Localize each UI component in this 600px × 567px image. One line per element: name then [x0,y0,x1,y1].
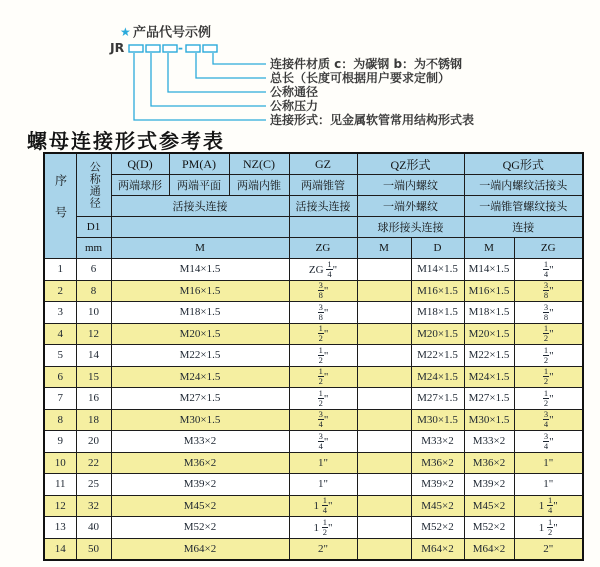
cell-m: M16×1.5 [111,280,289,302]
cell-qg-m: M27×1.5 [464,388,514,410]
external-thread-qz: 一端外螺纹 [357,196,464,217]
group-code-qz: QZ形式 [357,153,464,175]
cell-qz-m [357,323,411,345]
table-row [44,538,583,560]
cell-dn: 10 [76,302,111,324]
group-desc-pma: 两端平面 [169,175,229,196]
code-separator: - [178,41,183,55]
cell-m: M18×1.5 [111,302,289,324]
cell-qz-d: M64×2 [411,538,464,560]
cell-gz-zg: $\frac{3}{8}$ " [289,280,357,302]
cell-gz-zg: $\frac{1}{2}$ " [289,388,357,410]
col-header-seq [44,153,76,259]
cell-seq: 2 [44,280,76,302]
cell-dn: 22 [76,452,111,474]
cell-qg-m: M45×2 [464,495,514,517]
cell-m: M20×1.5 [111,323,289,345]
group-code-pma: PM(A) [169,153,229,175]
group-desc-gz: 两端锥管 [289,175,357,196]
unit-zg-gz: ZG [289,238,357,259]
cell-gz-zg: 1" [289,452,357,474]
cell-qg-m: M52×2 [464,517,514,539]
cell-qg-zg: $\frac{3}{8}$ " [514,280,583,302]
cell-qz-d: M52×2 [411,517,464,539]
label-length: 总长（长度可根据用户要求定制） [270,71,451,85]
unit-zg-qg: ZG [514,238,583,259]
table-row [44,302,583,324]
code-prefix: JR [110,40,125,55]
cell-seq: 11 [44,474,76,496]
cell-qz-d: M14×1.5 [411,259,464,281]
cell-qg-m: M39×2 [464,474,514,496]
table-row [44,431,583,453]
cell-qz-d: M36×2 [411,452,464,474]
cell-qg-m: M30×1.5 [464,409,514,431]
code-box-5 [203,45,217,52]
cell-qg-zg: 1 $\frac{1}{4}$ " [514,495,583,517]
cell-qz-m [357,517,411,539]
label-pressure: 公称压力 [270,99,319,113]
cell-m: M45×2 [111,495,289,517]
cell-gz-zg: $\frac{3}{8}$ " [289,302,357,324]
cell-qz-d: M20×1.5 [411,323,464,345]
cell-qz-d: M45×2 [411,495,464,517]
cell-seq: 13 [44,517,76,539]
cell-dn: 20 [76,431,111,453]
cell-dn: 40 [76,517,111,539]
table-row [44,474,583,496]
cell-qg-zg: $\frac{3}{8}$ " [514,302,583,324]
group-desc-qd: 两端球形 [111,175,169,196]
callout-line-material [213,53,266,64]
empty-cell-gz [289,217,357,238]
d1-header: D1 [76,217,111,238]
cell-seq: 4 [44,323,76,345]
cell-m: M39×2 [111,474,289,496]
cell-qg-m: M64×2 [464,538,514,560]
callout-line-length [196,53,266,78]
cell-m: M24×1.5 [111,366,289,388]
label-material: 连接件材质 c：为碳钢 b：为不锈钢 [270,57,463,71]
taper-thread-qg: 一端锥管螺纹接头 [464,196,583,217]
group-code-nzc: NZ(C) [229,153,289,175]
unit-m-left: M [111,238,289,259]
cell-qg-zg: $\frac{3}{4}$ " [514,409,583,431]
cell-qg-zg: $\frac{1}{4}$ " [514,259,583,281]
unit-m-qz: M [357,238,411,259]
cell-gz-zg: 1" [289,474,357,496]
code-box-4 [186,45,200,52]
cell-dn: 8 [76,280,111,302]
cell-gz-zg: $\frac{1}{2}$ " [289,323,357,345]
cell-qg-m: M24×1.5 [464,366,514,388]
connection-qg: 连接 [464,217,583,238]
group-desc-qg: 一端内螺纹活接头 [464,175,583,196]
cell-m: M30×1.5 [111,409,289,431]
union-connection-left: 活接头连接 [111,196,289,217]
cell-qz-d: M27×1.5 [411,388,464,410]
page-title: 螺母连接形式参考表 [27,129,225,153]
empty-cell-left [111,217,289,238]
cell-seq: 10 [44,452,76,474]
cell-qz-d: M16×1.5 [411,280,464,302]
cell-m: M52×2 [111,517,289,539]
cell-qz-m [357,452,411,474]
dn-label: 公称通径 [88,161,101,209]
code-box-3 [163,45,177,52]
group-code-qd: Q(D) [111,153,169,175]
cell-seq: 1 [44,259,76,281]
table-row [44,366,583,388]
cell-m: M14×1.5 [111,259,289,281]
code-box-2 [146,45,160,52]
nut-connection-table [43,152,584,561]
cell-qz-d: M30×1.5 [411,409,464,431]
cell-qz-d: M22×1.5 [411,345,464,367]
col-header-dn [76,153,111,217]
cell-qg-m: M18×1.5 [464,302,514,324]
group-code-qg: QG形式 [464,153,583,175]
cell-gz-zg: $\frac{1}{2}$ " [289,366,357,388]
cell-qz-m [357,431,411,453]
cell-qg-m: M22×1.5 [464,345,514,367]
table-row [44,495,583,517]
code-box-1 [129,45,143,52]
cell-qz-m [357,302,411,324]
cell-seq: 7 [44,388,76,410]
cell-dn: 50 [76,538,111,560]
seq-label: 序号 [53,174,68,238]
union-connection-gz: 活接头连接 [289,196,357,217]
table-row [44,409,583,431]
cell-qg-m: M14×1.5 [464,259,514,281]
cell-gz-zg: 1 $\frac{1}{2}$ " [289,517,357,539]
cell-qz-d: M18×1.5 [411,302,464,324]
cell-qz-m [357,538,411,560]
cell-gz-zg: 2" [289,538,357,560]
cell-qg-m: M20×1.5 [464,323,514,345]
cell-seq: 5 [44,345,76,367]
cell-qz-m [357,345,411,367]
cell-seq: 14 [44,538,76,560]
cell-seq: 6 [44,366,76,388]
cell-qg-zg: $\frac{1}{2}$ " [514,366,583,388]
cell-qg-zg: $\frac{1}{2}$ " [514,345,583,367]
cell-qz-m [357,495,411,517]
table-row [44,280,583,302]
cell-m: M33×2 [111,431,289,453]
cell-gz-zg: $\frac{3}{4}$ " [289,431,357,453]
cell-qg-m: M36×2 [464,452,514,474]
cell-qz-d: M24×1.5 [411,366,464,388]
cell-qg-zg: 1" [514,452,583,474]
group-desc-qz: 一端内螺纹 [357,175,464,196]
unit-m-qg: M [464,238,514,259]
table-row [44,517,583,539]
cell-m: M36×2 [111,452,289,474]
cell-dn: 15 [76,366,111,388]
cell-m: M27×1.5 [111,388,289,410]
cell-qz-m [357,366,411,388]
cell-seq: 12 [44,495,76,517]
cell-gz-zg: $\frac{1}{2}$ " [289,345,357,367]
callout-line-connection [134,53,266,120]
cell-m: M64×2 [111,538,289,560]
label-connection: 连接形式：见金属软管常用结构形式表 [270,113,475,127]
cell-m: M22×1.5 [111,345,289,367]
table-row [44,452,583,474]
cell-dn: 14 [76,345,111,367]
group-code-gz: GZ [289,153,357,175]
cell-seq: 9 [44,431,76,453]
cell-gz-zg: 1 $\frac{1}{4}$ " [289,495,357,517]
table-row [44,345,583,367]
cell-qz-d: M39×2 [411,474,464,496]
table-body [44,259,583,561]
star-icon: ★ [120,25,131,39]
cell-qg-zg: $\frac{3}{4}$ " [514,431,583,453]
cell-qz-m [357,280,411,302]
cell-dn: 25 [76,474,111,496]
cell-qg-zg: $\frac{1}{2}$ " [514,323,583,345]
cell-qg-m: M16×1.5 [464,280,514,302]
diagram-heading: 产品代号示例 [133,25,212,41]
cell-qz-m [357,259,411,281]
cell-dn: 6 [76,259,111,281]
cell-dn: 18 [76,409,111,431]
cell-gz-zg: ZG $\frac{1}{4}$ " [289,259,357,281]
cell-qg-zg: $\frac{1}{2}$ " [514,388,583,410]
label-diameter: 公称通径 [270,85,319,99]
cell-gz-zg: $\frac{3}{4}$ " [289,409,357,431]
mm-header: mm [76,238,111,259]
table-row [44,388,583,410]
group-desc-nzc: 两端内锥 [229,175,289,196]
cell-seq: 3 [44,302,76,324]
cell-qg-m: M33×2 [464,431,514,453]
cell-qz-m [357,388,411,410]
ball-joint-qz: 球形接头连接 [357,217,464,238]
cell-qz-m [357,409,411,431]
callout-line-diameter [168,53,266,92]
cell-seq: 8 [44,409,76,431]
table-row [44,323,583,345]
cell-dn: 12 [76,323,111,345]
unit-d-qz: D [411,238,464,259]
cell-qg-zg: 1" [514,474,583,496]
cell-qz-d: M33×2 [411,431,464,453]
cell-dn: 32 [76,495,111,517]
table-row [44,259,583,281]
cell-qg-zg: 1 $\frac{1}{2}$ " [514,517,583,539]
cell-qg-zg: 2" [514,538,583,560]
cell-qz-m [357,474,411,496]
cell-dn: 16 [76,388,111,410]
